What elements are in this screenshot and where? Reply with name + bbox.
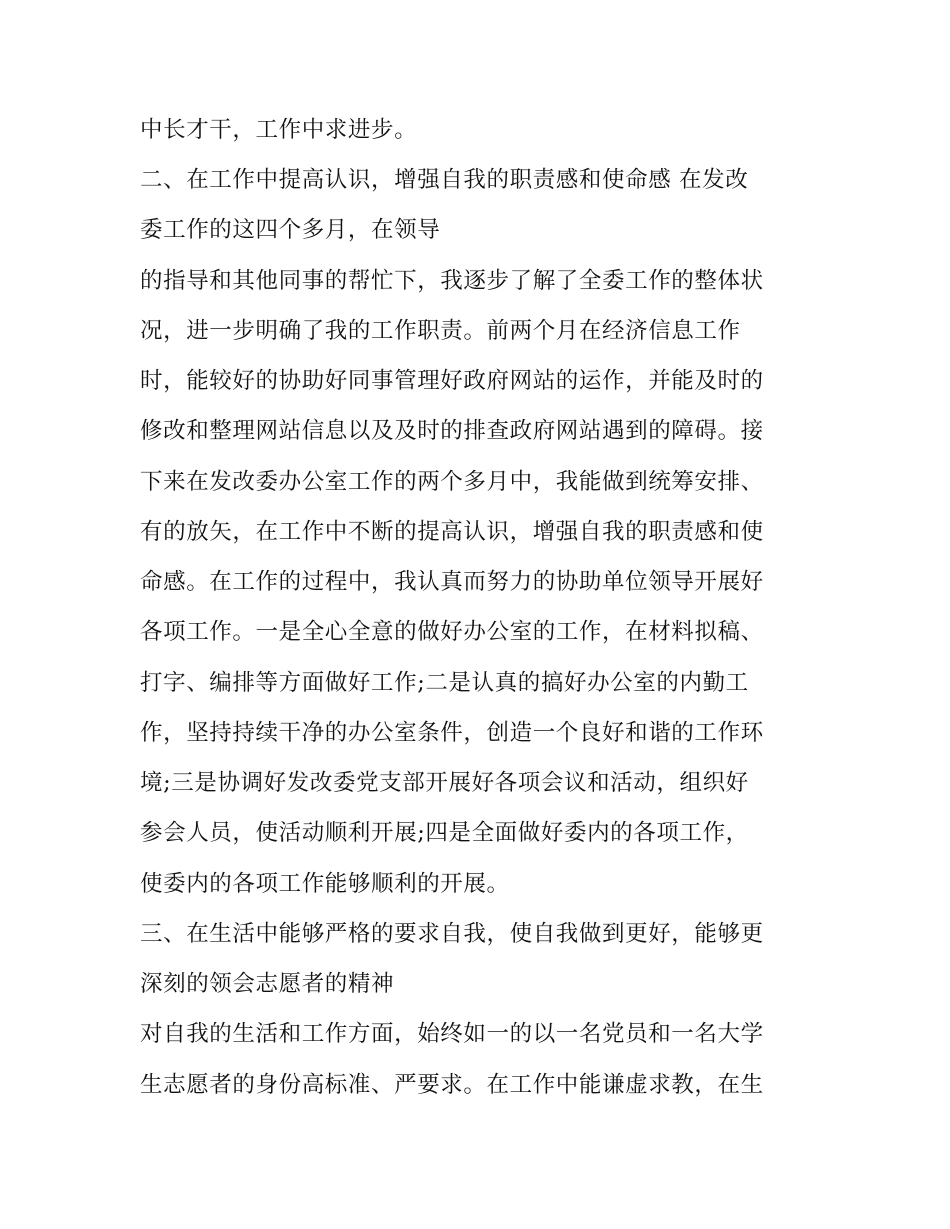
text-line: 深刻的领会志愿者的精神 xyxy=(140,971,395,997)
text-line: 命感。在工作的过程中，我认真而努力的协助单位领导开展好 xyxy=(140,569,764,595)
text-line: 中长才干，工作中求进步。 xyxy=(140,117,418,143)
text-line: 三、在生活中能够严格的要求自我，使自我做到更好，能够更 xyxy=(140,921,764,947)
text-line: 使委内的各项工作能够顺利的开展。 xyxy=(140,871,510,897)
text-line: 境;三是协调好发改委党支部开展好各项会议和活动，组织好 xyxy=(140,770,749,796)
text-line: 生志愿者的身份高标准、严要求。在工作中能谦虚求教，在生 xyxy=(140,1072,764,1098)
text-line: 下来在发改委办公室工作的两个多月中，我能做到统筹安排、 xyxy=(140,469,764,495)
text-line: 有的放矢，在工作中不断的提高认识，增强自我的职责感和使 xyxy=(140,519,764,545)
text-line: 修改和整理网站信息以及及时的排查政府网站遇到的障碍。接 xyxy=(140,418,764,444)
text-line: 对自我的生活和工作方面，始终如一的以一名党员和一名大学 xyxy=(140,1021,764,1047)
text-line: 的指导和其他同事的帮忙下，我逐步了解了全委工作的整体状 xyxy=(140,268,764,294)
text-line: 况，进一步明确了我的工作职责。前两个月在经济信息工作 xyxy=(140,318,741,344)
text-line: 时，能较好的协助好同事管理好政府网站的运作，并能及时的 xyxy=(140,368,764,394)
text-line: 打字、编排等方面做好工作;二是认真的搞好办公室的内勤工 xyxy=(140,670,749,696)
text-line: 委工作的这四个多月，在领导 xyxy=(140,217,441,243)
text-line: 作，坚持持续干净的办公室条件，创造一个良好和谐的工作环 xyxy=(140,720,764,746)
text-line: 二、在工作中提高认识，增强自我的职责感和使命感 在发改 xyxy=(140,167,749,193)
text-line: 各项工作。一是全心全意的做好办公室的工作，在材料拟稿、 xyxy=(140,619,764,645)
text-line: 参会人员，使活动顺利开展;四是全面做好委内的各项工作， xyxy=(140,820,749,846)
